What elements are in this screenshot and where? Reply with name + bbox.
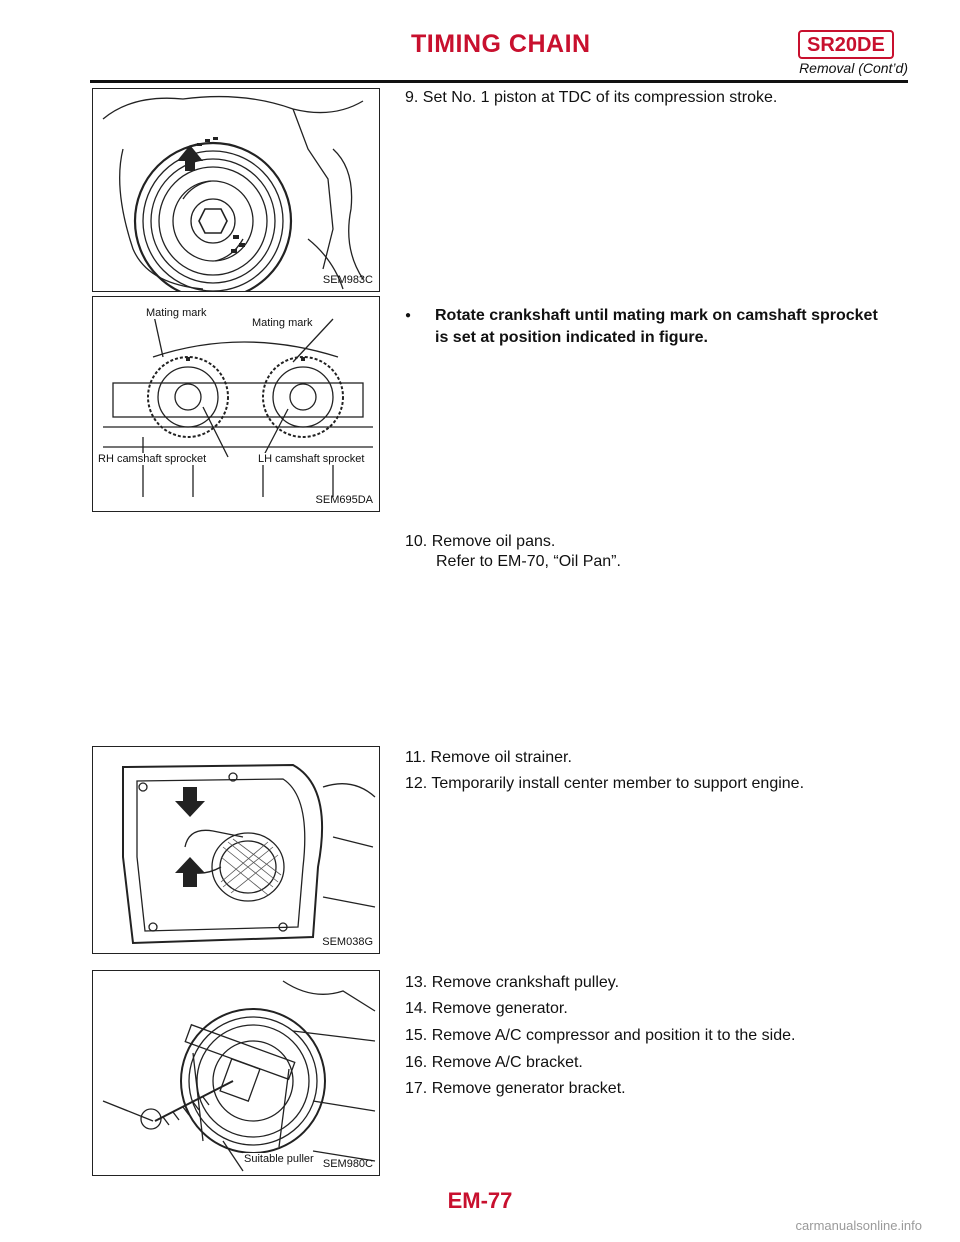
mating-mark-label-left: Mating mark xyxy=(146,307,207,319)
figure-pulley-puller xyxy=(92,970,380,1176)
mating-mark-label-right: Mating mark xyxy=(252,317,313,329)
watermark: carmanualsonline.info xyxy=(795,1218,922,1233)
camshaft-sprocket-illustration xyxy=(93,297,380,512)
step-12 xyxy=(405,774,804,794)
section-subtitle: Removal (Cont’d) xyxy=(799,60,908,76)
figure-code: SEM038G xyxy=(322,936,373,948)
step-number: 11. xyxy=(405,749,427,766)
bullet-rotate-crankshaft xyxy=(405,305,895,349)
figure-code: SEM980C xyxy=(322,1158,373,1170)
step-number: 17. xyxy=(405,1080,428,1097)
step-number: 13. xyxy=(405,974,428,991)
step-number: 9. xyxy=(405,89,419,106)
bullet-text: Rotate crankshaft until mating mark on camshaft sprocket is set at position indicated in figure. xyxy=(435,307,878,346)
step-10 xyxy=(405,532,555,552)
step-text: Remove oil strainer. xyxy=(430,749,572,766)
step-11 xyxy=(405,748,572,768)
step-number: 15. xyxy=(405,1027,428,1044)
step-text: Remove crankshaft pulley. xyxy=(431,974,620,991)
figure-code: SEM695DA xyxy=(315,494,373,506)
step-text: Temporarily install center member to support engine. xyxy=(431,775,805,792)
model-badge: SR20DE xyxy=(798,30,894,59)
crank-pulley-illustration xyxy=(93,89,380,292)
figure-oil-strainer xyxy=(92,746,380,954)
suitable-puller-label: Suitable puller xyxy=(244,1153,314,1165)
step-text: Remove generator bracket. xyxy=(431,1080,626,1097)
step-text: Remove oil pans. xyxy=(431,533,556,550)
step-text: Set No. 1 piston at TDC of its compression stroke. xyxy=(422,89,778,106)
step-9 xyxy=(405,88,777,108)
step-15 xyxy=(405,1026,795,1046)
page-number: EM-77 xyxy=(447,1188,513,1213)
lh-camshaft-sprocket-label: LH camshaft sprocket xyxy=(258,453,365,465)
figure-crank-pulley-tdc xyxy=(92,88,380,292)
step-number: 14. xyxy=(405,1000,428,1017)
figure-camshaft-mating-marks xyxy=(92,296,380,512)
header-rule xyxy=(90,80,908,83)
rh-camshaft-sprocket-label: RH camshaft sprocket xyxy=(98,453,207,465)
step-text: Remove generator. xyxy=(431,1000,568,1017)
step-14 xyxy=(405,999,568,1019)
figure-code: SEM983C xyxy=(322,274,373,286)
oil-strainer-illustration xyxy=(93,747,380,954)
step-number: 16. xyxy=(405,1054,428,1071)
pulley-puller-illustration xyxy=(93,971,380,1176)
step-text: Remove A/C compressor and position it to the side. xyxy=(431,1027,796,1044)
bullet-icon: ● xyxy=(405,310,412,321)
step-10-reference: Refer to EM-70, “Oil Pan”. xyxy=(436,553,621,570)
step-16 xyxy=(405,1053,583,1073)
step-text: Remove A/C bracket. xyxy=(431,1054,583,1071)
step-13 xyxy=(405,973,619,993)
section-title: TIMING CHAIN xyxy=(411,30,591,58)
step-number: 10. xyxy=(405,533,428,550)
step-17 xyxy=(405,1079,626,1099)
step-number: 12. xyxy=(405,775,428,792)
